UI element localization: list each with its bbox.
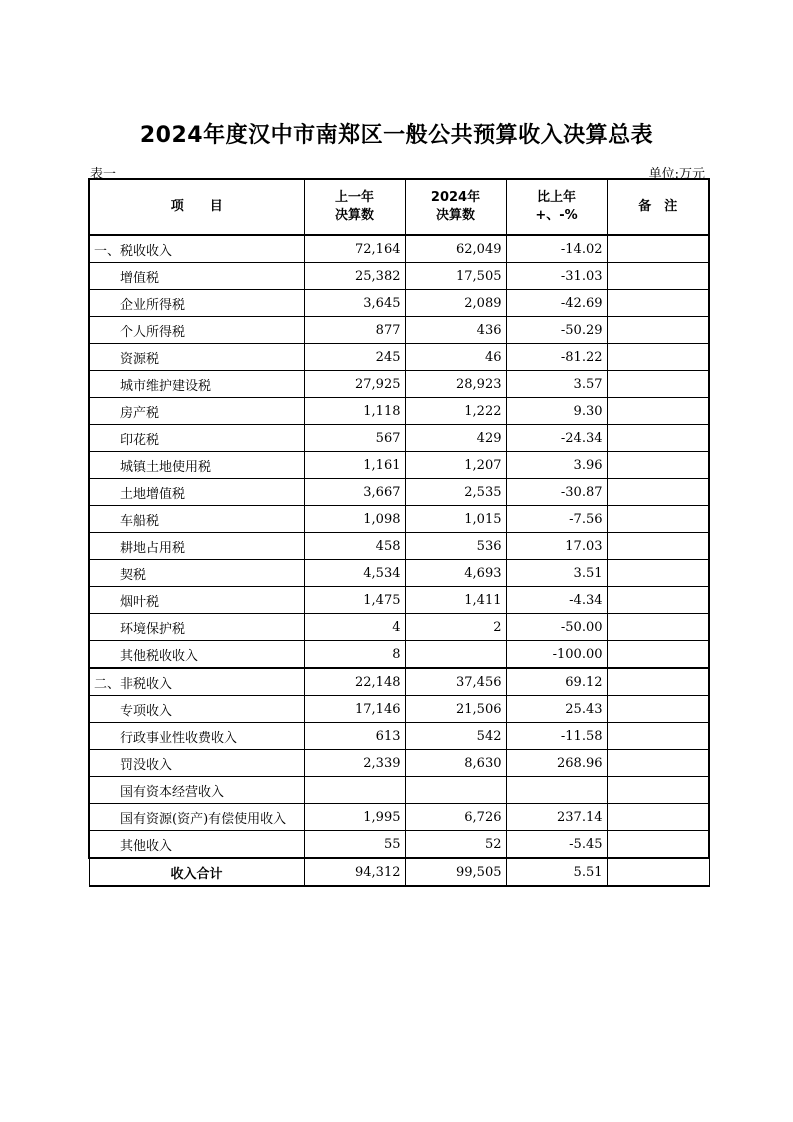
row-current-value: 21,506 [405,696,506,723]
row-note [607,831,709,859]
header-item: 项 目 [89,179,304,235]
row-change-percent: -31.03 [506,263,607,290]
row-current-value [405,777,506,804]
row-current-value [405,641,506,669]
row-prev-value: 3,645 [304,290,405,317]
table-row [89,723,709,750]
table-row [89,668,709,696]
row-current-value: 8,630 [405,750,506,777]
row-current-value: 17,505 [405,263,506,290]
table-header [89,179,709,235]
row-note [607,668,709,696]
row-prev-value: 613 [304,723,405,750]
table-row [89,452,709,479]
row-prev-value: 27,925 [304,371,405,398]
row-note [607,641,709,669]
table-row [89,750,709,777]
row-change-percent: 3.51 [506,560,607,587]
row-item-name: 印花税 [89,425,304,452]
total-change: 5.51 [506,858,607,886]
page-title: 2024年度汉中市南郑区一般公共预算收入决算总表 [139,123,654,148]
row-item-name: 专项收入 [89,696,304,723]
header-current-year [405,179,506,235]
row-note [607,587,709,614]
table-row [89,533,709,560]
table-body [89,235,709,858]
row-prev-value: 1,098 [304,506,405,533]
row-note [607,804,709,831]
row-current-value: 1,222 [405,398,506,425]
row-change-percent: -7.56 [506,506,607,533]
row-current-value: 536 [405,533,506,560]
row-change-percent: -14.02 [506,235,607,263]
row-item-name: 环境保护税 [89,614,304,641]
row-prev-value: 25,382 [304,263,405,290]
row-note [607,290,709,317]
total-row [89,858,709,886]
row-prev-value: 877 [304,317,405,344]
table-row [89,696,709,723]
row-prev-value: 567 [304,425,405,452]
row-change-percent: -24.34 [506,425,607,452]
header-remarks: 备 注 [607,179,709,235]
row-prev-value: 1,161 [304,452,405,479]
table-row [89,235,709,263]
row-item-name: 一、税收收入 [89,235,304,263]
table-row [89,425,709,452]
header-prev-year-line1: 上一年 [334,190,374,205]
table-row [89,587,709,614]
row-prev-value: 8 [304,641,405,669]
row-note [607,452,709,479]
row-item-name: 国有资源(资产)有偿使用收入 [89,804,304,831]
row-note [607,614,709,641]
row-prev-value: 3,667 [304,479,405,506]
table-row [89,290,709,317]
budget-revenue-table [88,178,710,887]
row-note [607,425,709,452]
table-row [89,371,709,398]
row-change-percent: 9.30 [506,398,607,425]
header-change-line2: +、-% [535,208,578,223]
row-note [607,398,709,425]
row-prev-value: 1,475 [304,587,405,614]
table-row [89,263,709,290]
row-change-percent: 17.03 [506,533,607,560]
row-note [607,263,709,290]
row-note [607,723,709,750]
row-change-percent: -81.22 [506,344,607,371]
row-change-percent: -50.00 [506,614,607,641]
total-label: 收入合计 [89,858,304,886]
row-item-name: 城市维护建设税 [89,371,304,398]
row-note [607,533,709,560]
row-current-value: 429 [405,425,506,452]
row-note [607,696,709,723]
row-item-name: 契税 [89,560,304,587]
table-row [89,398,709,425]
row-item-name: 烟叶税 [89,587,304,614]
table-row [89,804,709,831]
row-change-percent: 237.14 [506,804,607,831]
row-current-value: 6,726 [405,804,506,831]
row-current-value: 52 [405,831,506,859]
row-item-name: 资源税 [89,344,304,371]
row-note [607,371,709,398]
row-prev-value: 22,148 [304,668,405,696]
row-item-name: 房产税 [89,398,304,425]
row-note [607,777,709,804]
row-change-percent: 69.12 [506,668,607,696]
row-current-value: 62,049 [405,235,506,263]
row-change-percent: -50.29 [506,317,607,344]
row-item-name: 企业所得税 [89,290,304,317]
row-item-name: 城镇土地使用税 [89,452,304,479]
row-item-name: 国有资本经营收入 [89,777,304,804]
row-item-name: 罚没收入 [89,750,304,777]
row-item-name: 其他税收收入 [89,641,304,669]
row-current-value: 1,207 [405,452,506,479]
table-row [89,344,709,371]
row-note [607,750,709,777]
row-prev-value: 4 [304,614,405,641]
row-prev-value: 1,995 [304,804,405,831]
row-current-value: 542 [405,723,506,750]
total-note [607,858,709,886]
header-prev-year-line2: 决算数 [334,208,374,223]
row-prev-value: 2,339 [304,750,405,777]
row-current-value: 2 [405,614,506,641]
row-change-percent: -42.69 [506,290,607,317]
total-prev: 94,312 [304,858,405,886]
row-change-percent: 268.96 [506,750,607,777]
row-item-name: 耕地占用税 [89,533,304,560]
row-current-value: 1,015 [405,506,506,533]
table-row [89,641,709,669]
table-row [89,317,709,344]
row-prev-value [304,777,405,804]
row-prev-value: 17,146 [304,696,405,723]
row-prev-value: 4,534 [304,560,405,587]
table-row [89,560,709,587]
header-change-line1: 比上年 [536,190,576,205]
header-current-year-line2: 决算数 [435,208,475,223]
row-note [607,479,709,506]
table-row [89,506,709,533]
row-current-value: 1,411 [405,587,506,614]
row-change-percent: 25.43 [506,696,607,723]
row-change-percent: -100.00 [506,641,607,669]
unit-label: 单位:万元 [648,167,705,182]
row-current-value: 28,923 [405,371,506,398]
total-current: 99,505 [405,858,506,886]
row-current-value: 436 [405,317,506,344]
row-change-percent: -11.58 [506,723,607,750]
table-row [89,614,709,641]
row-prev-value: 55 [304,831,405,859]
row-change-percent [506,777,607,804]
row-change-percent: 3.96 [506,452,607,479]
row-item-name: 行政事业性收费收入 [89,723,304,750]
header-change [506,179,607,235]
header-prev-year [304,179,405,235]
row-item-name: 二、非税收入 [89,668,304,696]
row-item-name: 车船税 [89,506,304,533]
row-item-name: 个人所得税 [89,317,304,344]
row-note [607,317,709,344]
row-current-value: 46 [405,344,506,371]
row-current-value: 2,535 [405,479,506,506]
row-note [607,235,709,263]
row-prev-value: 72,164 [304,235,405,263]
row-note [607,506,709,533]
row-item-name: 其他收入 [89,831,304,859]
row-current-value: 37,456 [405,668,506,696]
row-prev-value: 245 [304,344,405,371]
header-current-year-line1: 2024年 [430,190,481,205]
row-item-name: 增值税 [89,263,304,290]
row-change-percent: -30.87 [506,479,607,506]
row-change-percent: 3.57 [506,371,607,398]
table-row [89,479,709,506]
row-note [607,560,709,587]
row-current-value: 4,693 [405,560,506,587]
row-prev-value: 1,118 [304,398,405,425]
table-row [89,777,709,804]
row-prev-value: 458 [304,533,405,560]
row-change-percent: -5.45 [506,831,607,859]
row-current-value: 2,089 [405,290,506,317]
row-note [607,344,709,371]
row-item-name: 土地增值税 [89,479,304,506]
table-number: 表一 [90,167,117,182]
table-row [89,831,709,859]
row-change-percent: -4.34 [506,587,607,614]
